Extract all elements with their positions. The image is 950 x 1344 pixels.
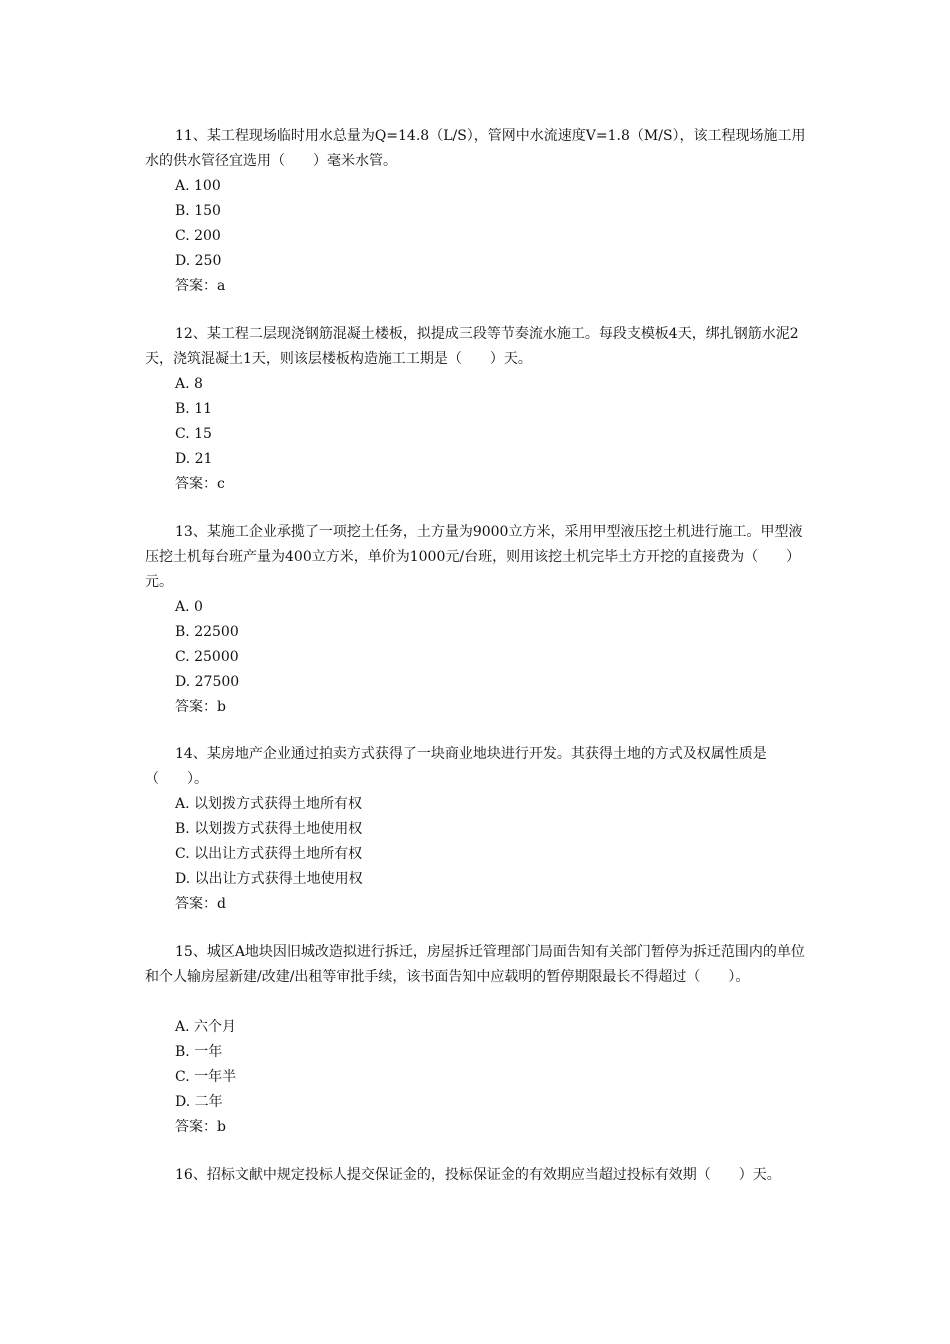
question-stem: 16、招标文献中规定投标人提交保证金的，投标保证金的有效期应当超过投标有效期（ ）天。	[175, 1167, 781, 1183]
answer: 答案：a	[175, 278, 226, 294]
option-b: B. 22500	[175, 624, 239, 640]
option-b: B. 11	[175, 401, 213, 417]
option-b: B. 一年	[175, 1044, 223, 1060]
option-a: A. 100	[175, 178, 221, 194]
option-d: D. 250	[175, 253, 222, 269]
answer: 答案：b	[175, 1119, 226, 1135]
option-c: C. 200	[175, 228, 221, 244]
option-d: D. 以出让方式获得土地使用权	[175, 871, 363, 887]
option-c: C. 15	[175, 426, 212, 442]
question-stem: 15、城区A地块因旧城改造拟进行拆迁，房屋拆迁管理部门局面告知有关部门暂停为拆迁范围内的单位和个人输房屋新建/改建/出租等审批手续，该书面告知中应载明的暂停期限最长不得超过（ ）。	[145, 944, 805, 985]
option-a: A. 以划拨方式获得土地所有权	[175, 796, 363, 812]
answer: 答案：b	[175, 699, 226, 715]
option-d: D. 27500	[175, 674, 240, 690]
option-d: D. 二年	[175, 1094, 223, 1110]
option-b: B. 以划拨方式获得土地使用权	[175, 821, 363, 837]
option-d: D. 21	[175, 451, 213, 467]
question-stem: 11、某工程现场临时用水总量为Q=14.8（L/S），管网中水流速度V=1.8（M/S），该工程现场施工用水的供水管径宜选用（ ）毫米水管。	[145, 128, 806, 169]
option-c: C. 一年半	[175, 1069, 237, 1085]
option-c: C. 以出让方式获得土地所有权	[175, 846, 363, 862]
question-stem: 12、某工程二层现浇钢筋混凝土楼板，拟提成三段等节奏流水施工。每段支模板4天，绑扎钢筋水泥2天，浇筑混凝土1天，则该层楼板构造施工工期是（ ）天。	[145, 326, 799, 367]
question-stem: 13、某施工企业承揽了一项挖土任务，土方量为9000立方米，采用甲型液压挖土机进行施工。甲型液压挖土机每台班产量为400立方米，单价为1000元/台班，则用该挖土机完毕土方开挖的直接费为（ ）元。	[145, 524, 803, 590]
option-a: A. 六个月	[175, 1019, 237, 1035]
option-c: C. 25000	[175, 649, 239, 665]
option-a: A. 8	[175, 376, 203, 392]
option-a: A. 0	[175, 599, 203, 615]
answer: 答案：c	[175, 476, 225, 492]
answer: 答案：d	[175, 896, 226, 912]
option-b: B. 150	[175, 203, 221, 219]
question-stem: 14、某房地产企业通过拍卖方式获得了一块商业地块进行开发。其获得土地的方式及权属性质是（ ）。	[145, 746, 767, 787]
